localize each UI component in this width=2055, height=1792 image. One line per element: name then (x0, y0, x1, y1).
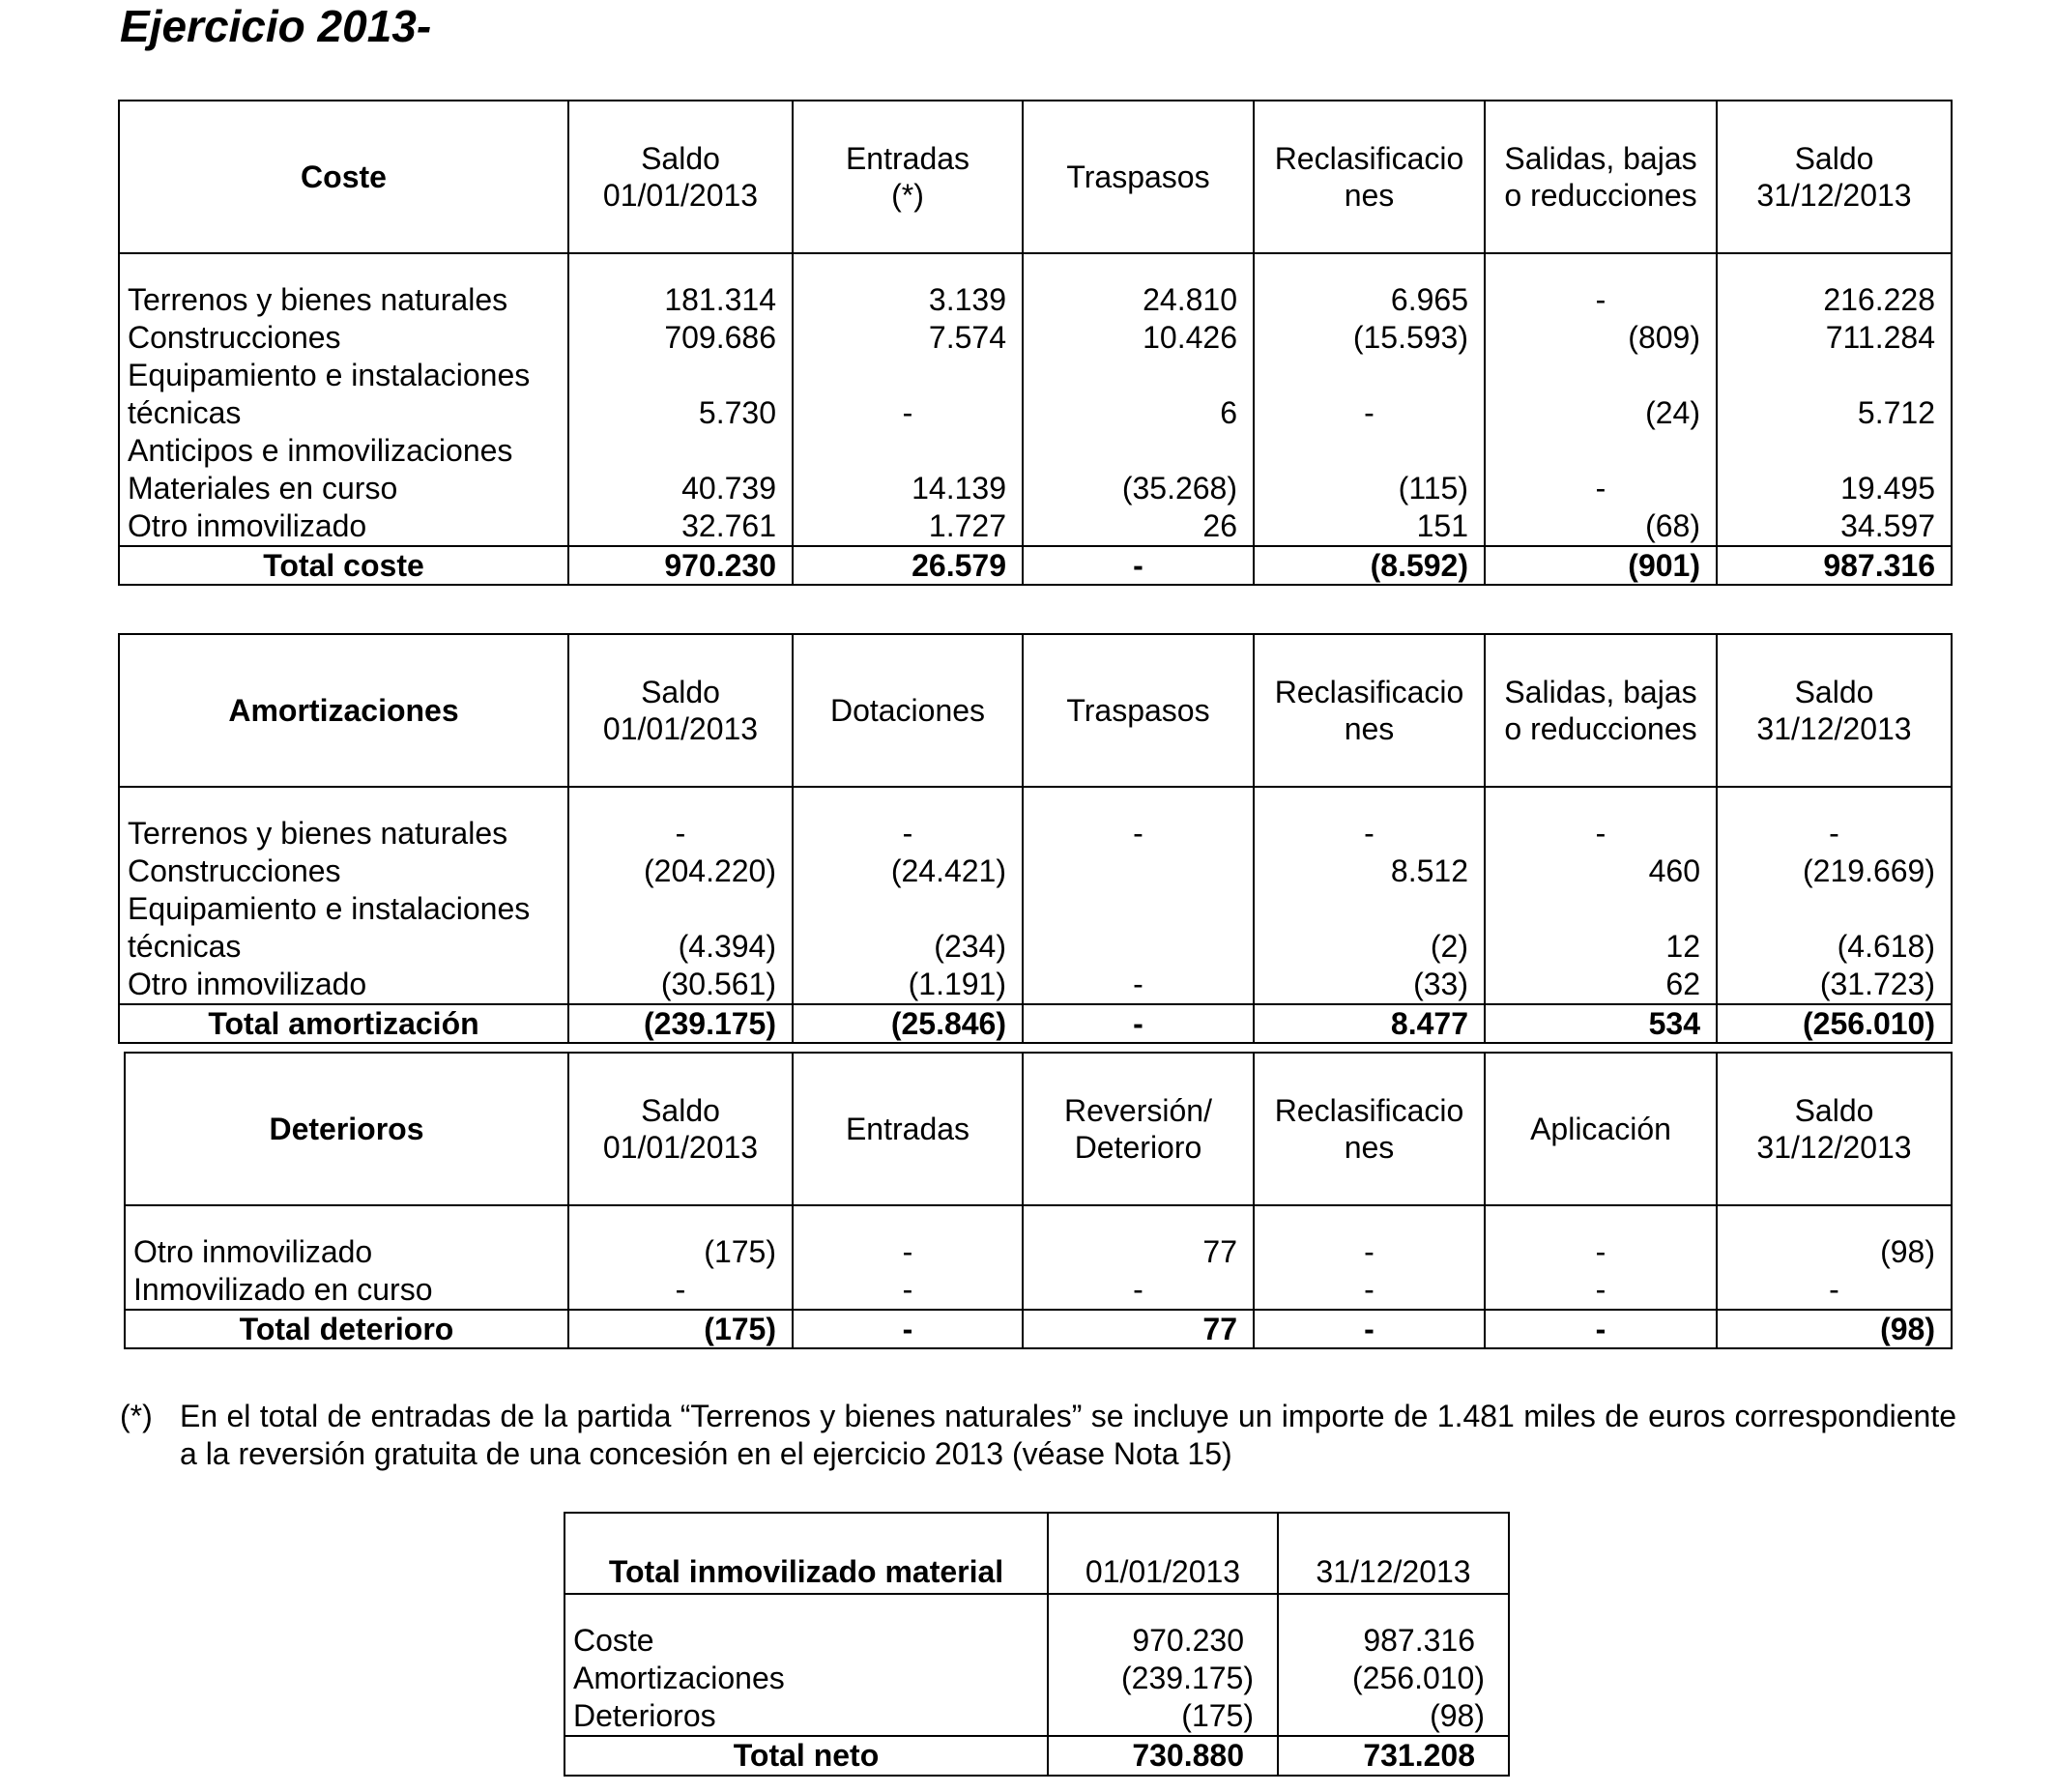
summary-cell: (239.175) (1048, 1660, 1278, 1697)
amortizaciones-header-cell: Saldo 31/12/2013 (1717, 634, 1952, 787)
coste-total-label: Total coste (119, 546, 568, 585)
coste-cell: 7.574 (793, 319, 1023, 357)
amortizaciones-header-cell: Salidas, bajas o reducciones (1485, 634, 1717, 787)
deterioros-cell: - (1485, 1233, 1717, 1271)
amortizaciones-cell: - (793, 815, 1023, 853)
amortizaciones-cell: (219.669) (1717, 853, 1952, 890)
table-row (119, 357, 1952, 432)
amortizaciones-cell: (31.723) (1717, 966, 1952, 1004)
amortizaciones-header-cell: Saldo 01/01/2013 (568, 634, 793, 787)
amortizaciones-cell: 8.512 (1254, 853, 1485, 890)
coste-row-label: Terrenos y bienes naturales (119, 281, 568, 319)
summary-cell: 970.230 (1048, 1622, 1278, 1660)
table-row (125, 1271, 1952, 1310)
coste-cell: 5.730 (568, 357, 793, 432)
summary-total-cell: 730.880 (1048, 1736, 1278, 1776)
amortizaciones-header-cell: Reclasificacio nes (1254, 634, 1485, 787)
deterioros-total-cell: (175) (568, 1310, 793, 1348)
deterioros-total-cell: (98) (1717, 1310, 1952, 1348)
summary-cell: 987.316 (1278, 1622, 1509, 1660)
deterioros-cell: - (1254, 1233, 1485, 1271)
coste-total-cell: 987.316 (1717, 546, 1952, 585)
coste-cell: 216.228 (1717, 281, 1952, 319)
deterioros-cell: - (1254, 1271, 1485, 1310)
deterioros-cell: (98) (1717, 1233, 1952, 1271)
table-row (119, 966, 1952, 1004)
coste-cell: (809) (1485, 319, 1717, 357)
amortizaciones-cell (1023, 853, 1254, 890)
deterioros-header-cell: Aplicación (1485, 1053, 1717, 1205)
amortizaciones-cell: (234) (793, 890, 1023, 966)
deterioros-table (124, 1052, 1953, 1349)
amortizaciones-total-cell: - (1023, 1004, 1254, 1043)
deterioros-total-label: Total deterioro (125, 1310, 568, 1348)
coste-row-label: Anticipos e inmovilizaciones Materiales en curso (119, 432, 568, 507)
coste-total-cell: (8.592) (1254, 546, 1485, 585)
coste-cell: 1.727 (793, 507, 1023, 546)
deterioros-header-cell: Reversión/ Deterioro (1023, 1053, 1254, 1205)
coste-cell: 6 (1023, 357, 1254, 432)
coste-header-cell: Saldo 31/12/2013 (1717, 101, 1952, 253)
amortizaciones-cell: (4.618) (1717, 890, 1952, 966)
amortizaciones-total-label: Total amortización (119, 1004, 568, 1043)
deterioros-cell: (175) (568, 1233, 793, 1271)
deterioros-cell: 77 (1023, 1233, 1254, 1271)
summary-total-cell: 731.208 (1278, 1736, 1509, 1776)
coste-table (118, 100, 1953, 586)
deterioros-total-cell: 77 (1023, 1310, 1254, 1348)
amortizaciones-row-label: Equipamiento e instalaciones técnicas (119, 890, 568, 966)
table-row (119, 890, 1952, 966)
amortizaciones-total-cell: (256.010) (1717, 1004, 1952, 1043)
summary-header-open: 01/01/2013 (1048, 1513, 1278, 1594)
coste-header-cell: Coste (119, 101, 568, 253)
table-row (119, 281, 1952, 319)
coste-cell: (35.268) (1023, 432, 1254, 507)
coste-cell: - (1254, 357, 1485, 432)
amortizaciones-total-cell: 8.477 (1254, 1004, 1485, 1043)
coste-cell: - (1485, 281, 1717, 319)
deterioros-total-cell: - (1254, 1310, 1485, 1348)
deterioros-header-cell: Saldo 01/01/2013 (568, 1053, 793, 1205)
coste-cell: - (793, 357, 1023, 432)
coste-row-label: Construcciones (119, 319, 568, 357)
coste-total-cell: (901) (1485, 546, 1717, 585)
amortizaciones-cell: 460 (1485, 853, 1717, 890)
footnote (120, 1398, 1956, 1473)
summary-header-close: 31/12/2013 (1278, 1513, 1509, 1594)
coste-cell: 6.965 (1254, 281, 1485, 319)
summary-table (564, 1512, 1510, 1777)
coste-cell: 5.712 (1717, 357, 1952, 432)
summary-row-label: Amortizaciones (564, 1660, 1048, 1697)
summary-header-label: Total inmovilizado material (564, 1513, 1048, 1594)
amortizaciones-row-label: Otro inmovilizado (119, 966, 568, 1004)
summary-row-label: Deterioros (564, 1697, 1048, 1736)
coste-cell: 14.139 (793, 432, 1023, 507)
coste-header-cell: Entradas (*) (793, 101, 1023, 253)
amortizaciones-header-cell: Traspasos (1023, 634, 1254, 787)
deterioros-cell: - (1485, 1271, 1717, 1310)
deterioros-total-cell: - (1485, 1310, 1717, 1348)
amortizaciones-cell: 62 (1485, 966, 1717, 1004)
coste-header-cell: Saldo 01/01/2013 (568, 101, 793, 253)
coste-cell: 19.495 (1717, 432, 1952, 507)
coste-header-cell: Salidas, bajas o reducciones (1485, 101, 1717, 253)
amortizaciones-cell (1023, 890, 1254, 966)
coste-row-label: Equipamiento e instalaciones técnicas (119, 357, 568, 432)
deterioros-row-label: Inmovilizado en curso (125, 1271, 568, 1310)
deterioros-total-cell: - (793, 1310, 1023, 1348)
coste-cell: 40.739 (568, 432, 793, 507)
amortizaciones-cell: - (1485, 815, 1717, 853)
coste-cell: 151 (1254, 507, 1485, 546)
amortizaciones-cell: (2) (1254, 890, 1485, 966)
amortizaciones-row-label: Terrenos y bienes naturales (119, 815, 568, 853)
coste-total-cell: - (1023, 546, 1254, 585)
amortizaciones-total-cell: 534 (1485, 1004, 1717, 1043)
coste-header-cell: Traspasos (1023, 101, 1254, 253)
deterioros-header-cell: Entradas (793, 1053, 1023, 1205)
table-row (125, 1233, 1952, 1271)
deterioros-header-cell: Reclasificacio nes (1254, 1053, 1485, 1205)
coste-cell: (115) (1254, 432, 1485, 507)
amortizaciones-cell: (24.421) (793, 853, 1023, 890)
deterioros-row-label: Otro inmovilizado (125, 1233, 568, 1271)
amortizaciones-total-cell: (239.175) (568, 1004, 793, 1043)
coste-cell: 711.284 (1717, 319, 1952, 357)
coste-cell: - (1485, 432, 1717, 507)
deterioros-cell: - (793, 1271, 1023, 1310)
coste-total-cell: 26.579 (793, 546, 1023, 585)
amortizaciones-cell: (4.394) (568, 890, 793, 966)
coste-cell: 26 (1023, 507, 1254, 546)
table-row (119, 432, 1952, 507)
coste-cell: 3.139 (793, 281, 1023, 319)
coste-cell: 709.686 (568, 319, 793, 357)
amortizaciones-cell: - (1717, 815, 1952, 853)
amortizaciones-cell: - (1023, 966, 1254, 1004)
amortizaciones-cell: (33) (1254, 966, 1485, 1004)
deterioros-header-cell: Saldo 31/12/2013 (1717, 1053, 1952, 1205)
coste-cell: (15.593) (1254, 319, 1485, 357)
coste-header-cell: Reclasificacio nes (1254, 101, 1485, 253)
amortizaciones-cell: - (1023, 815, 1254, 853)
coste-total-cell: 970.230 (568, 546, 793, 585)
amortizaciones-header-cell: Amortizaciones (119, 634, 568, 787)
deterioros-cell: - (568, 1271, 793, 1310)
coste-cell: 181.314 (568, 281, 793, 319)
amortizaciones-cell: (204.220) (568, 853, 793, 890)
amortizaciones-cell: - (568, 815, 793, 853)
summary-cell: (98) (1278, 1697, 1509, 1736)
amortizaciones-cell: 12 (1485, 890, 1717, 966)
summary-cell: (175) (1048, 1697, 1278, 1736)
summary-row-label: Coste (564, 1622, 1048, 1660)
table-row (119, 319, 1952, 357)
table-row (119, 507, 1952, 546)
coste-row-label: Otro inmovilizado (119, 507, 568, 546)
deterioros-cell: - (1717, 1271, 1952, 1310)
amortizaciones-cell: (30.561) (568, 966, 793, 1004)
summary-total-label: Total neto (564, 1736, 1048, 1776)
table-row (119, 815, 1952, 853)
coste-cell: 10.426 (1023, 319, 1254, 357)
coste-cell: (68) (1485, 507, 1717, 546)
coste-cell: 24.810 (1023, 281, 1254, 319)
amortizaciones-table (118, 633, 1953, 1044)
deterioros-cell: - (793, 1233, 1023, 1271)
deterioros-header-cell: Deterioros (125, 1053, 568, 1205)
coste-cell: (24) (1485, 357, 1717, 432)
footnote-text: En el total de entradas de la partida “Terrenos y bienes naturales” se incluye un importe de 1.481 miles de euros correspondiente a la reversión gratuita de una concesión en el ejercicio 2013 (véase Nota 15) (180, 1399, 1956, 1471)
amortizaciones-row-label: Construcciones (119, 853, 568, 890)
page-title: Ejercicio 2013- (120, 1, 432, 51)
footnote-mark: (*) (120, 1399, 153, 1433)
amortizaciones-header-cell: Dotaciones (793, 634, 1023, 787)
deterioros-cell: - (1023, 1271, 1254, 1310)
amortizaciones-cell: - (1254, 815, 1485, 853)
coste-cell: 34.597 (1717, 507, 1952, 546)
amortizaciones-total-cell: (25.846) (793, 1004, 1023, 1043)
table-row (119, 853, 1952, 890)
summary-cell: (256.010) (1278, 1660, 1509, 1697)
amortizaciones-cell: (1.191) (793, 966, 1023, 1004)
coste-cell: 32.761 (568, 507, 793, 546)
